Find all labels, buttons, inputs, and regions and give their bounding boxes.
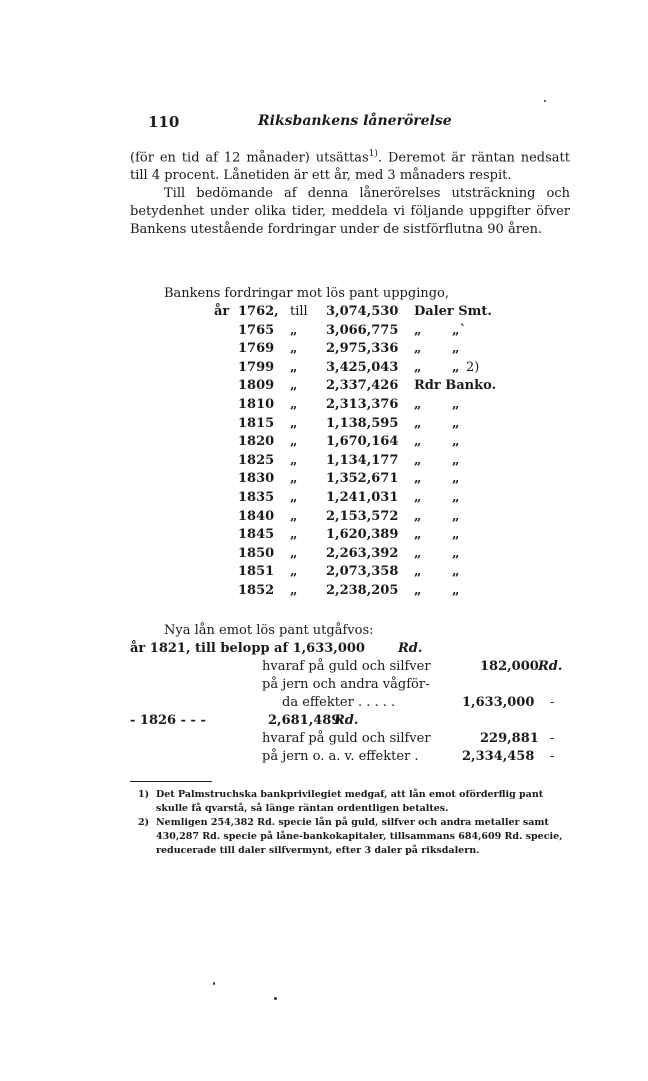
- year: 1810: [238, 396, 275, 412]
- year: 1835: [238, 489, 275, 505]
- unit: „: [414, 452, 422, 468]
- speck: [274, 997, 277, 1000]
- loan-1821-iron-2: [130, 694, 570, 712]
- till-marker: „: [290, 527, 298, 543]
- till-marker: „: [290, 508, 298, 524]
- till-marker: „: [290, 434, 298, 450]
- year: 1840: [238, 508, 275, 524]
- loan-1826-lead: - 1826 - - -: [130, 713, 206, 728]
- table-row: [130, 377, 570, 396]
- amount: 1,352,671: [326, 471, 399, 487]
- loan-1821-gold: [130, 658, 570, 676]
- amount: 3,425,043: [326, 359, 399, 375]
- paragraph-1: [130, 145, 570, 185]
- paragraph-2: Till bedömande af denna lånerörelses utsträckning och betydenhet under olika tider, meddela vi följande uppgifter öfver Bankens utestående fordringar under de sistförflutna 90 åren.: [130, 186, 570, 238]
- year: 1809: [238, 378, 275, 394]
- till-marker: „: [290, 564, 298, 580]
- year: 1852: [238, 582, 275, 598]
- unit-ditto: „: [452, 434, 460, 450]
- table-row: [130, 563, 570, 582]
- amount: 1,620,389: [326, 527, 399, 543]
- table-row: [130, 359, 570, 378]
- table-row: [130, 508, 570, 527]
- footnote-1: [138, 788, 572, 816]
- unit: „: [414, 582, 422, 598]
- loan-1821-line: [130, 640, 570, 658]
- year: 1851: [238, 564, 275, 580]
- loan-1826-iron-label: på jern o. a. v. effekter .: [262, 749, 419, 764]
- year: 1830: [238, 471, 275, 487]
- amount: 2,337,426: [326, 378, 399, 394]
- loan-1826-currency: Rd.: [334, 713, 359, 728]
- loan-1821-gold-value: 182,000: [480, 659, 539, 674]
- table-row: [130, 433, 570, 452]
- till-marker: „: [290, 322, 298, 338]
- till-marker: till: [290, 304, 308, 319]
- paragraph-1-end: . Deremot är räntan nedsatt till 4 procent. Lånetiden är ett år, med 3 månaders respit.: [130, 150, 570, 184]
- unit: „: [414, 489, 422, 505]
- unit: „: [414, 396, 422, 412]
- footnote-ref-1[interactable]: 1): [368, 149, 378, 159]
- year: 1825: [238, 452, 275, 468]
- unit-ditto: „: [452, 396, 460, 412]
- unit-ditto: „: [452, 341, 460, 357]
- unit: Daler Smt.: [414, 304, 492, 319]
- amount: 2,238,205: [326, 582, 399, 598]
- unit-ditto: „: [452, 359, 460, 375]
- unit-ditto: „: [452, 452, 460, 468]
- unit: „: [414, 545, 422, 561]
- unit-ditto: „`: [452, 322, 466, 338]
- loan-1821-gold-label: hvaraf på guld och silfver: [262, 659, 431, 674]
- loan-1826-gold-value: 229,881: [480, 731, 539, 746]
- till-marker: „: [290, 378, 298, 394]
- till-marker: „: [290, 359, 298, 375]
- till-marker: „: [290, 471, 298, 487]
- unit: „: [414, 322, 422, 338]
- unit-ditto: „: [452, 415, 460, 431]
- loan-table-rows: [130, 303, 570, 601]
- unit: „: [414, 508, 422, 524]
- year: 1762,: [238, 304, 279, 319]
- footnote-1-mark: 1): [138, 789, 150, 800]
- loan-1821-iron-label-1: på jern och andra vågför-: [262, 677, 430, 692]
- loan-1821-iron-label-2: da effekter . . . . .: [282, 695, 396, 710]
- loan-1826-iron: [130, 748, 570, 766]
- new-loans-heading: Nya lån emot lös pant utgåfvos:: [164, 623, 374, 638]
- year-prefix: år: [214, 304, 230, 319]
- unit: „: [414, 434, 422, 450]
- table-row: [130, 526, 570, 545]
- loan-1826-amount: 2,681,489: [268, 713, 341, 728]
- running-title: Riksbankens lånerörelse: [258, 113, 452, 129]
- loan-1821-iron-1: [130, 676, 570, 694]
- till-marker: „: [290, 341, 298, 357]
- unit-ditto: „: [452, 471, 460, 487]
- till-marker: „: [290, 489, 298, 505]
- loan-1826-line: [130, 712, 570, 730]
- loan-table: [130, 285, 570, 601]
- loan-1826-gold-dash: -: [550, 731, 555, 746]
- unit: „: [414, 341, 422, 357]
- unit: „: [414, 564, 422, 580]
- unit-ditto: „: [452, 489, 460, 505]
- amount: 2,975,336: [326, 341, 399, 357]
- unit-ditto: „: [452, 582, 460, 598]
- year: 1799: [238, 359, 275, 375]
- loan-1826-iron-value: 2,334,458: [462, 749, 535, 764]
- unit: „: [414, 527, 422, 543]
- amount: 1,241,031: [326, 489, 399, 505]
- unit-ditto: „: [452, 545, 460, 561]
- table-row: [130, 396, 570, 415]
- amount: 3,066,775: [326, 322, 399, 338]
- amount: 1,134,177: [326, 452, 399, 468]
- amount: 2,073,358: [326, 564, 399, 580]
- amount: 2,313,376: [326, 396, 399, 412]
- table-row: [130, 322, 570, 341]
- amount: 2,153,572: [326, 508, 399, 524]
- table-row: [130, 303, 570, 322]
- table-intro: Bankens fordringar mot lös pant uppgingo,: [164, 286, 450, 301]
- amount: 3,074,530: [326, 304, 399, 319]
- amount: 1,138,595: [326, 415, 399, 431]
- till-marker: „: [290, 415, 298, 431]
- loan-1821-iron-value: 1,633,000: [462, 695, 535, 710]
- loan-1821-lead: år 1821, till belopp af 1,633,000: [130, 641, 365, 656]
- amount: 1,670,164: [326, 434, 399, 450]
- table-row: [130, 415, 570, 434]
- year: 1850: [238, 545, 275, 561]
- speck: [213, 982, 215, 985]
- footnote-2: [138, 816, 572, 858]
- unit-ditto: „: [452, 508, 460, 524]
- year: 1769: [238, 341, 275, 357]
- footnote-2-text: Nemligen 254,382 Rd. specie lån på guld, silfver och andra metaller samt 430,287 Rd. specie på låne-bankokapitaler, tillsammans 684,609 Rd. specie, reducerade till daler silfvermynt, efter 3 daler på riksdalern.: [156, 817, 563, 856]
- speck: [544, 100, 546, 102]
- unit: Rdr Banko.: [414, 378, 497, 394]
- paragraph-1-start: (för en tid af 12 månader) utsättas: [130, 150, 369, 166]
- unit-ditto: „: [452, 564, 460, 580]
- table-row: [130, 452, 570, 471]
- footnote-1-text: Det Palmstruchska bankprivilegiet medgaf, att lån emot oförderflig pant skulle få qvarstå, så länge räntan ordentligen betaltes.: [156, 789, 544, 814]
- footnotes: [138, 788, 572, 858]
- year: 1815: [238, 415, 275, 431]
- year: 1820: [238, 434, 275, 450]
- unit: „: [414, 415, 422, 431]
- amount: 2,263,392: [326, 545, 399, 561]
- year: 1765: [238, 322, 275, 338]
- till-marker: „: [290, 582, 298, 598]
- till-marker: „: [290, 396, 298, 412]
- year: 1845: [238, 527, 275, 543]
- loan-1826-iron-dash: -: [550, 749, 555, 764]
- table-row: [130, 470, 570, 489]
- table-row: [130, 582, 570, 601]
- loan-1826-gold: [130, 730, 570, 748]
- loan-1821-gold-currency: Rd.: [538, 659, 563, 674]
- unit: „: [414, 359, 422, 375]
- unit: „: [414, 471, 422, 487]
- till-marker: „: [290, 545, 298, 561]
- loan-1821-currency: Rd.: [398, 641, 423, 656]
- page-number: 110: [148, 113, 180, 131]
- footnote-ref[interactable]: 2): [466, 359, 480, 375]
- table-row: [130, 340, 570, 359]
- unit-ditto: „: [452, 527, 460, 543]
- loan-1821-dash: -: [550, 695, 555, 710]
- table-row: [130, 545, 570, 564]
- loan-1826-gold-label: hvaraf på guld och silfver: [262, 731, 431, 746]
- page-header: [148, 113, 572, 137]
- table-row: [130, 489, 570, 508]
- footnote-rule: [130, 781, 212, 782]
- new-loans-section: [130, 622, 570, 766]
- body-text: [130, 145, 570, 239]
- footnote-2-mark: 2): [138, 817, 150, 828]
- till-marker: „: [290, 452, 298, 468]
